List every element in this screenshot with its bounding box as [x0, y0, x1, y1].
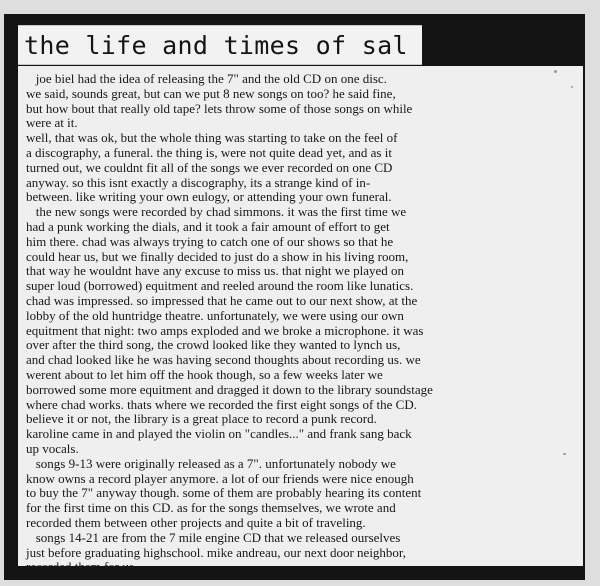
text-line: had a punk working the dials, and it took a fair amount of effort to get: [26, 218, 390, 234]
text-line: we said, sounds great, but can we put 8 new songs on too? he said fine,: [26, 85, 396, 101]
text-line: recorded them between other projects and quite a bit of traveling.: [26, 514, 366, 530]
text-line: borrowed some more equitment and dragged it down to the library soundstage: [26, 381, 433, 397]
text-line: recorded them for us,: [26, 559, 138, 575]
liner-notes-text: [26, 72, 433, 575]
text-line: songs 9-13 were originally released as a 7". unfortunately nobody we: [26, 455, 396, 471]
page-title: the life and times of sal sagev: [24, 31, 500, 60]
text-line: songs 14-21 are from the 7 mile engine CD that we released ourselves: [26, 529, 401, 545]
text-line: lobby of the old huntridge theatre. unfortunately, we were using our own: [26, 307, 404, 323]
text-line: were at it.: [26, 115, 78, 131]
text-line: for the first time on this CD. as for the songs themselves, we wrote and: [26, 500, 396, 516]
text-line: where chad works. thats where we recorded the first eight songs of the CD.: [26, 396, 417, 412]
text-line: but how bout that really old tape? lets throw some of those songs on while: [26, 100, 413, 116]
text-line: super loud (borrowed) equitment and reeled around the room like lunatics.: [26, 278, 414, 294]
text-line: well, that was ok, but the whole thing was starting to take on the feel of: [26, 130, 398, 146]
text-line: a discography, a funeral. the thing is, were not quite dead yet, and as it: [26, 144, 392, 160]
scan-speck: [563, 453, 566, 455]
text-line: equitment that night: two amps exploded and we broke a microphone. it was: [26, 322, 424, 338]
text-line: werent about to let him off the hook though, so a few weeks later we: [26, 366, 383, 382]
text-line: up vocals.: [26, 440, 79, 456]
text-line: over after the third song, the crowd looked like they wanted to lynch us,: [26, 337, 401, 353]
text-line: to buy the 7" anyway though. some of them are probably hearing its content: [26, 485, 422, 501]
text-line: karoline came in and played the violin on "candles..." and frank sang back: [26, 426, 412, 442]
text-line: turned out, we couldnt fit all of the songs we ever recorded on one CD: [26, 159, 393, 175]
text-line: just before graduating highschool. mike andreau, our next door neighbor,: [26, 544, 406, 560]
text-line: could hear us, but we finally decided to just do a show in his living room,: [26, 248, 409, 264]
text-line: that way he wouldnt have any excuse to miss us. that night we played on: [26, 263, 405, 279]
text-line: anyway. so this isnt exactly a discography, its a strange kind of in-: [26, 174, 371, 190]
text-line: the new songs were recorded by chad simmons. it was the first time we: [26, 204, 407, 220]
text-line: him there. chad was always trying to catch one of our shows so that he: [26, 233, 394, 249]
scan-speck: [571, 86, 573, 88]
text-line: know owns a record player anymore. a lot of our friends were nice enough: [26, 470, 414, 486]
text-line: chad was impressed. so impressed that he came out to our next show, at the: [26, 292, 418, 308]
text-line: joe biel had the idea of releasing the 7" and the old CD on one disc.: [26, 71, 387, 86]
text-line: and chad looked like he was having second thoughts about recording us. we: [26, 352, 421, 368]
liner-notes-panel: [18, 66, 583, 575]
text-line: between. like writing your own eulogy, or attending your own funeral.: [26, 189, 392, 205]
title-strip: [18, 25, 500, 65]
scan-speck: [554, 70, 557, 73]
text-line: believe it or not, the library is a great place to record a punk record.: [26, 411, 377, 427]
